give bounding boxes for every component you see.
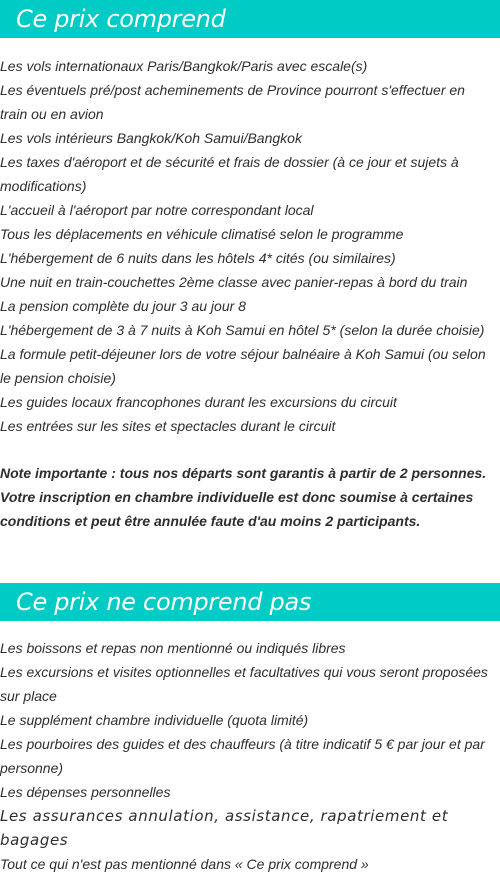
- included-list: [0, 54, 500, 438]
- list-item: Les dépenses personnelles: [0, 784, 171, 800]
- list-item: L'hébergement de 6 nuits dans les hôtels 4* cités (ou similaires): [0, 250, 396, 266]
- list-item: Les éventuels pré/post acheminements de Province pourront s'effectuer en train ou en avion: [0, 82, 465, 122]
- list-item: La pension complète du jour 3 au jour 8: [0, 298, 246, 314]
- list-item: Les excursions et visites optionnelles et facultatives qui vous seront proposées sur place: [0, 664, 488, 704]
- list-item: Tous les déplacements en véhicule climatisé selon le programme: [0, 226, 404, 242]
- important-note: Note importante : tous nos départs sont garantis à partir de 2 personnes. Votre inscription en chambre individuelle est donc soumise à certaines conditions et peut être annulée faute d'au moins 2 participants.: [0, 465, 487, 529]
- list-item: L'hébergement de 3 à 7 nuits à Koh Samui en hôtel 5* (selon la durée choisie): [0, 322, 485, 338]
- list-item: Les pourboires des guides et des chauffeurs (à titre indicatif 5 € par jour et par personne): [0, 736, 485, 776]
- excluded-title: Ce prix ne comprend pas: [16, 588, 312, 616]
- list-item: Les boissons et repas non mentionné ou indiqués libres: [0, 640, 346, 656]
- list-item: Tout ce qui n'est pas mentionné dans « Ce prix comprend »: [0, 856, 369, 872]
- list-item: Les vols intérieurs Bangkok/Koh Samui/Bangkok: [0, 130, 302, 146]
- list-item: Les entrées sur les sites et spectacles durant le circuit: [0, 418, 336, 434]
- included-title: Ce prix comprend: [16, 5, 226, 33]
- list-item: Le supplément chambre individuelle (quota limité): [0, 712, 309, 728]
- list-item: Les vols internationaux Paris/Bangkok/Paris avec escale(s): [0, 58, 368, 74]
- list-item: Les assurances annulation, assistance, rapatriement et bagages: [0, 807, 449, 849]
- excluded-list: [0, 636, 500, 876]
- excluded-section-header: [0, 583, 500, 621]
- list-item: Les guides locaux francophones durant les excursions du circuit: [0, 394, 397, 410]
- list-item: L'accueil à l'aéroport par notre correspondant local: [0, 202, 314, 218]
- included-section-header: [0, 0, 500, 38]
- list-item: Une nuit en train-couchettes 2ème classe avec panier-repas à bord du train: [0, 274, 468, 290]
- list-item: Les taxes d'aéroport et de sécurité et frais de dossier (à ce jour et sujets à modifications): [0, 154, 459, 194]
- list-item: La formule petit-déjeuner lors de votre séjour balnéaire à Koh Samui (ou selon le pension choisie): [0, 346, 486, 386]
